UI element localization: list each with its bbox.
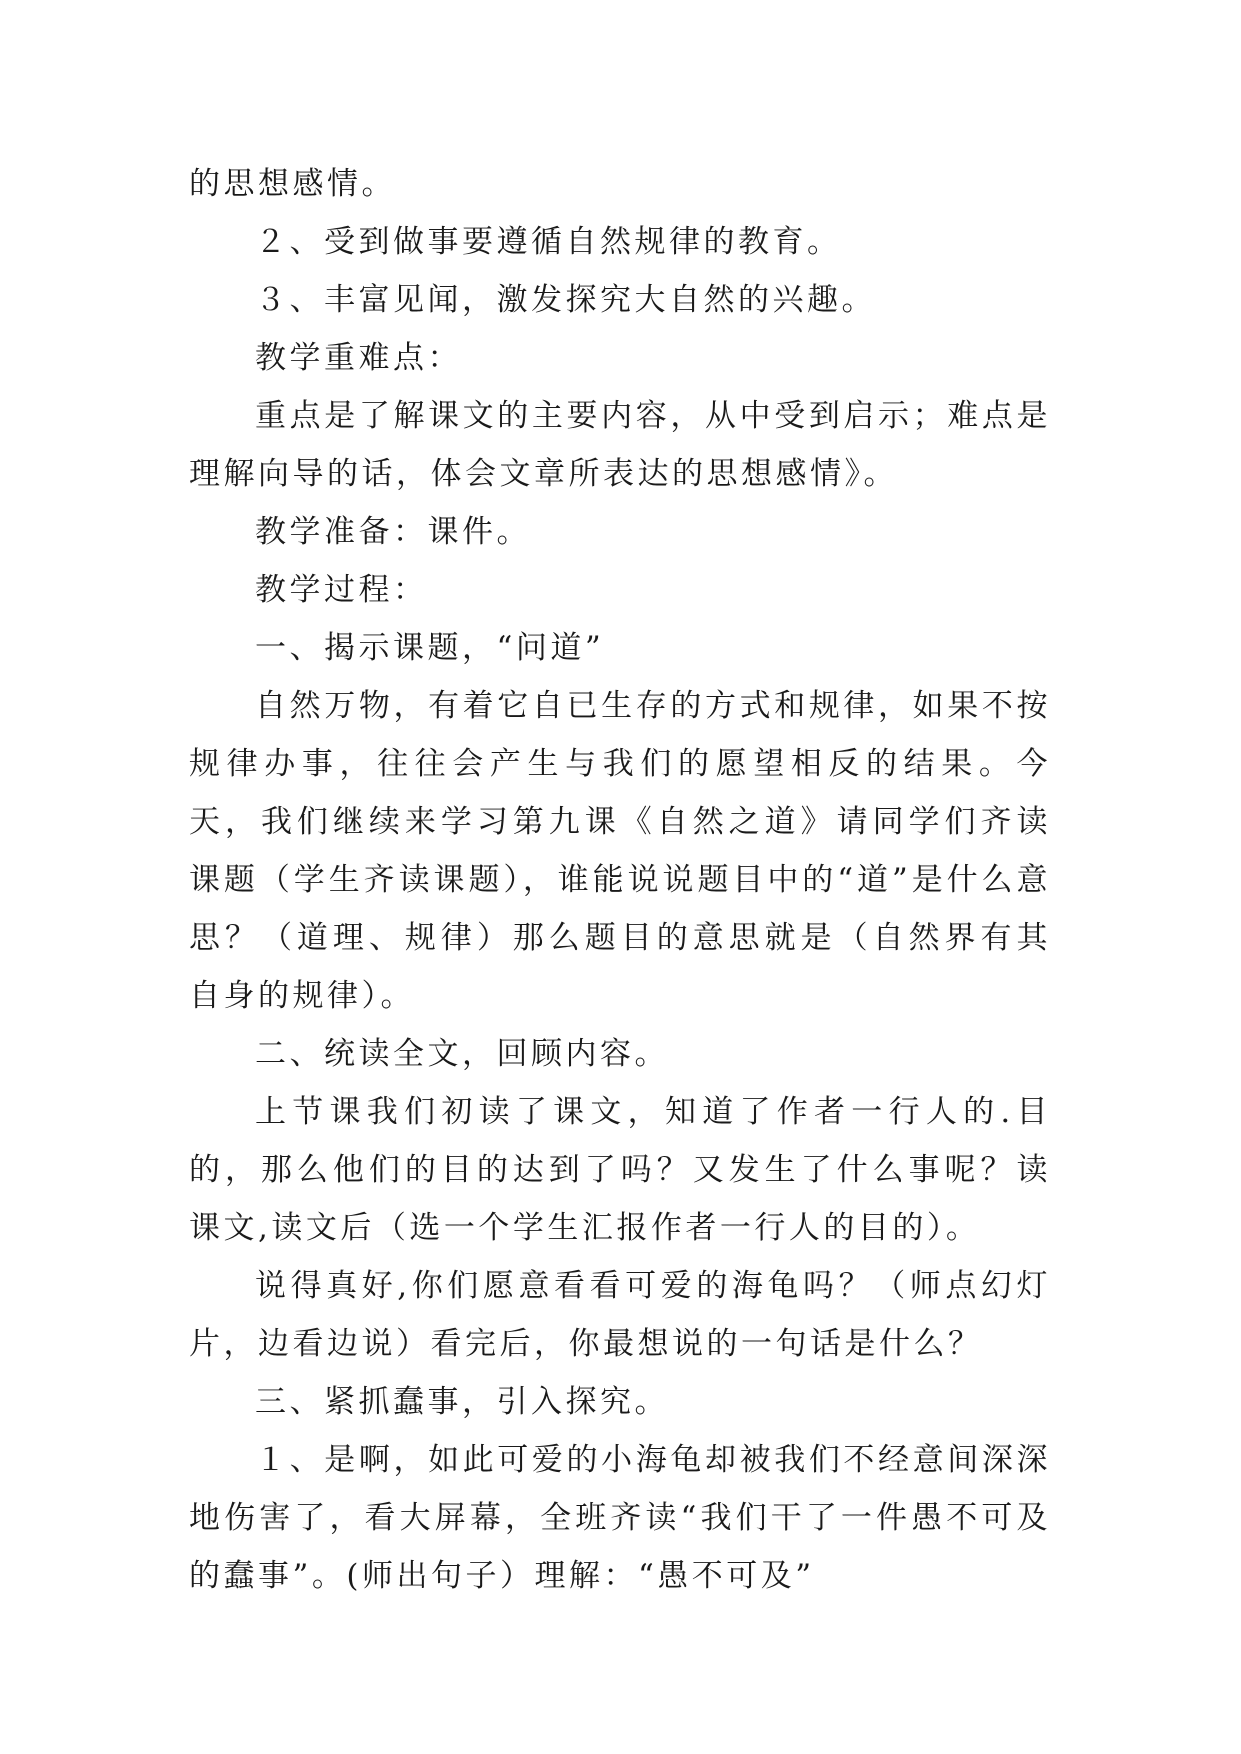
paragraph: ２、受到做事要遵循自然规律的教育。: [255, 224, 842, 260]
paragraph: 自然万物，有着它自已生存的方式和规律，如果不按规律办事，往往会产生与我们的愿望相反的结果。今天，我们继续来学习第九课《自然之道》请同学们齐读课题（学生齐读课题），谁能说说题目中的“道”是什么意思？（道理、规律）那么题目的意思就是（自然界有其自身的规律）。: [189, 688, 1051, 1014]
paragraph: 重点是了解课文的主要内容，从中受到启示；难点是理解向导的话，体会文章所表达的思想感情》。: [189, 398, 1051, 492]
paragraph: ３、丰富见闻，激发探究大自然的兴趣。: [255, 282, 876, 318]
section-heading: 教学过程：: [255, 572, 428, 608]
paragraph: １、是啊，如此可爱的小海龟却被我们不经意间深深地伤害了，看大屏幕，全班齐读“我们干了一件愚不可及的蠢事”。(师出句子）理解：“愚不可及”: [189, 1442, 1051, 1594]
paragraph: 的思想感情。: [189, 166, 396, 202]
section-heading: 教学准备：课件。: [255, 514, 531, 550]
section-heading: 三、紧抓蠢事，引入探究。: [255, 1384, 669, 1420]
document-body: [189, 155, 1051, 1605]
section-heading: 二、统读全文，回顾内容。: [255, 1036, 669, 1072]
section-heading: 教学重难点：: [255, 340, 462, 376]
section-heading: 一、揭示课题，“问道”: [255, 630, 605, 666]
paragraph: 说得真好,你们愿意看看可爱的海龟吗？（师点幻灯片，边看边说）看完后，你最想说的一句话是什么？: [189, 1268, 1051, 1362]
paragraph: 上节课我们初读了课文，知道了作者一行人的.目的，那么他们的目的达到了吗？又发生了什么事呢？读课文,读文后（选一个学生汇报作者一行人的目的）。: [189, 1094, 1051, 1246]
